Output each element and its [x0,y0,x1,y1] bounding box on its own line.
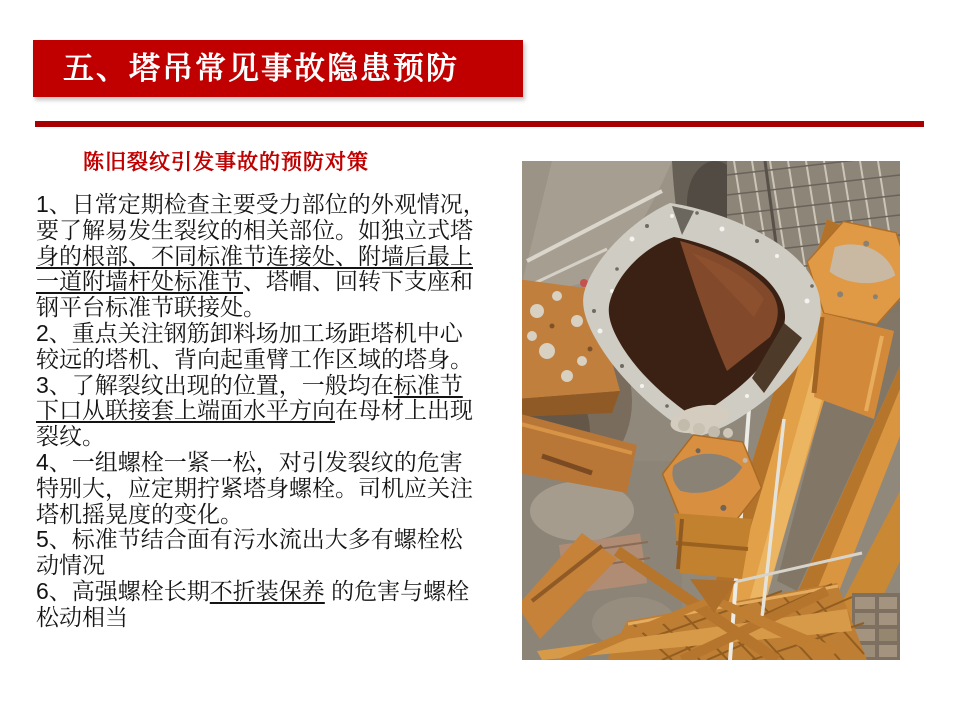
body-line [36,244,518,270]
plain-text: 钢平台标准节联接处。 [36,294,266,321]
plain-text: 1、日常定期检查主要受力部位的外观情况， [36,191,486,217]
red-divider-line [35,121,924,127]
body-line [36,218,518,244]
plain-text: 较远的塔机、背向起重臂工作区域的塔身。 [36,345,473,372]
section-subtitle: 陈旧裂纹引发事故的预防对策 [83,151,369,174]
plain-text: 、塔帽、回转下支座和 [243,268,473,295]
plain-text: 4、一组螺栓一紧一松，对引发裂纹的危害 [36,448,463,475]
crane-joint-photo-art [522,161,900,660]
plain-text: 的危害与螺栓 [324,577,470,604]
body-line [36,269,518,295]
body-line [36,502,518,528]
underlined-text: 不折装保养 [209,577,325,604]
plain-text: 3、了解裂纹出现的位置，一般均在 [36,371,394,398]
body-line [36,398,518,424]
body-line [36,424,518,450]
body-line [36,295,518,321]
plain-text: 2、重点关注钢筋卸料场加工场距塔机中心 [36,319,463,346]
body-line [36,321,518,347]
underlined-text: 一道附墙杆处标准节 [36,268,243,295]
underlined-text: 下口从联接套上端面水平方向 [36,397,335,424]
crane-joint-photo [522,161,900,660]
plain-text: 动情况 [36,552,105,579]
body-line [36,192,518,218]
plain-text: 要了解易发生裂纹的相关部位。如独立式塔 [36,216,473,243]
body-line [36,527,518,553]
slide-title: 五、塔吊常见事故隐患预防 [63,51,459,86]
plain-text: 特别大，应定期拧紧塔身螺栓。司机应关注 [36,474,473,501]
plain-text: 塔机摇晃度的变化。 [36,500,243,527]
body-line [36,450,518,476]
body-line [36,579,518,605]
underlined-text: 标准节 [393,371,463,398]
body-line [36,553,518,579]
plain-text: 在母材上出现 [335,397,473,424]
body-line [36,476,518,502]
plain-text: 6、高强螺栓长期 [36,577,210,604]
body-line [36,347,518,373]
slide-title-banner [33,40,523,97]
body-text [36,192,518,631]
plain-text: 5、标准节结合面有污水流出大多有螺栓松 [36,526,463,553]
plain-text: 松动相当 [36,603,128,630]
underlined-text: 身的根部、不同标准节连接处、附墙后最上 [36,242,473,269]
plain-text: 裂纹。 [36,423,105,450]
body-line [36,373,518,399]
body-line [36,605,518,631]
